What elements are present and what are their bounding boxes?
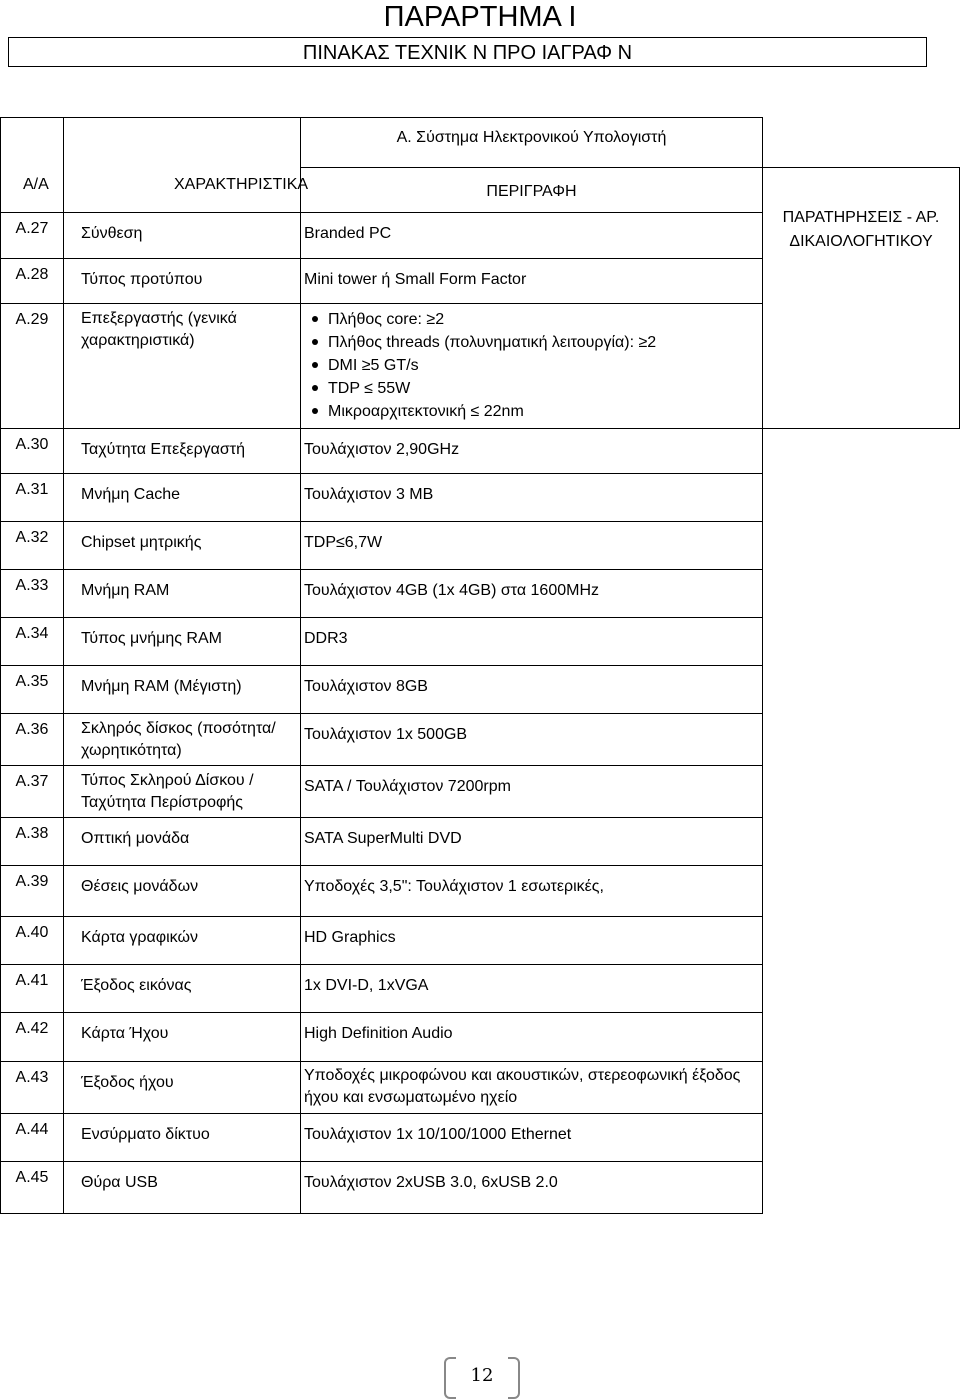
col-header-features: ΧΑΡΑΚΤΗΡΙΣΤΙΚΑ <box>64 118 301 213</box>
page-number: 12 <box>470 1365 494 1386</box>
row-description: TDP≤6,7W <box>301 522 763 570</box>
row-feature: Έξοδος ήχου <box>64 1062 301 1114</box>
bullet-item: Πλήθος threads (πολυνηματική λειτουργία): ≥2 <box>304 331 762 354</box>
row-aa: Α.34 <box>1 618 64 666</box>
row-aa: Α.40 <box>1 917 64 965</box>
row-description: Τουλάχιστον 3 MB <box>301 474 763 522</box>
row-feature: Έξοδος εικόνας <box>64 965 301 1013</box>
row-feature: Επεξεργαστής (γενικά χαρακτηριστικά) <box>64 304 301 429</box>
row-aa: Α.30 <box>1 429 64 474</box>
row-aa: Α.35 <box>1 666 64 714</box>
col-header-description: ΠΕΡΙΓΡΑΦΗ <box>301 168 763 213</box>
row-feature: Chipset μητρικής <box>64 522 301 570</box>
row-aa: Α.39 <box>1 866 64 917</box>
row-description: Mini tower ή Small Form Factor <box>301 259 763 304</box>
row-description: Τουλάχιστον 1x 500GB <box>301 714 763 766</box>
row-aa: Α.38 <box>1 818 64 866</box>
row-feature: Κάρτα Ήχου <box>64 1013 301 1062</box>
bullet-item: TDP ≤ 55W <box>304 377 762 400</box>
row-description: Τουλάχιστον 2,90GHz <box>301 429 763 474</box>
page-number-box <box>444 1357 520 1395</box>
row-aa: Α.42 <box>1 1013 64 1062</box>
row-description: High Definition Audio <box>301 1013 763 1062</box>
row-aa: Α.43 <box>1 1062 64 1114</box>
row-aa: Α.28 <box>1 259 64 304</box>
row-feature: Ενσύρματο δίκτυο <box>64 1114 301 1162</box>
row-feature: Μνήμη RAM (Μέγιστη) <box>64 666 301 714</box>
col-header-notes: ΠΑΡΑΤΗΡΗΣΕΙΣ - ΑΡ. ΔΙΚΑΙΟΛΟΓΗΤΙΚΟΥ <box>763 168 960 429</box>
page-subtitle: ΠΙΝΑΚΑΣ ΤΕΧΝΙΚ Ν ΠΡΟ ΙΑΓΡΑΦ Ν <box>8 37 927 67</box>
section-title: Α. Σύστημα Ηλεκτρονικού Υπολογιστή <box>301 118 763 168</box>
row-aa: Α.44 <box>1 1114 64 1162</box>
notes-header-spacer <box>763 118 960 168</box>
page-title: ΠΑΡΑΡΤΗΜΑ Ι <box>383 1 577 33</box>
row-description: Branded PC <box>301 213 763 259</box>
row-feature: Κάρτα γραφικών <box>64 917 301 965</box>
row-description: Τουλάχιστον 4GB (1x 4GB) στα 1600MHz <box>301 570 763 618</box>
row-aa: Α.32 <box>1 522 64 570</box>
row-feature: Μνήμη Cache <box>64 474 301 522</box>
row-description: SATA / Τουλάχιστον 7200rpm <box>301 766 763 818</box>
row-description: HD Graphics <box>301 917 763 965</box>
table-row <box>1 429 960 474</box>
row-feature: Τύπος προτύπου <box>64 259 301 304</box>
bullet-item: Μικροαρχιτεκτονική ≤ 22nm <box>304 400 762 423</box>
row-feature: Σύνθεση <box>64 213 301 259</box>
row-feature: Τύπος Σκληρού Δίσκου / Ταχύτητα Περίστροφής <box>64 766 301 818</box>
row-aa: Α.37 <box>1 766 64 818</box>
bullet-item: Πλήθος core: ≥2 <box>304 308 762 331</box>
row-description: Υποδοχές μικροφώνου και ακουστικών, στερεοφωνική έξοδος ήχου και ενσωματωμένο ηχείο <box>301 1062 763 1114</box>
row-description: Τουλάχιστον 2xUSB 3.0, 6xUSB 2.0 <box>301 1162 763 1214</box>
row-aa: Α.31 <box>1 474 64 522</box>
row-aa: Α.41 <box>1 965 64 1013</box>
spec-table <box>0 117 960 1214</box>
row-description: DDR3 <box>301 618 763 666</box>
row-description: Υποδοχές 3,5": Τουλάχιστον 1 εσωτερικές, <box>301 866 763 917</box>
row-description: SATA SuperMulti DVD <box>301 818 763 866</box>
row-feature: Τύπος μνήμης RAM <box>64 618 301 666</box>
row-description <box>301 304 763 429</box>
row-aa: Α.36 <box>1 714 64 766</box>
row-feature: Μνήμη RAM <box>64 570 301 618</box>
row-notes <box>763 429 960 1214</box>
bullet-list <box>304 308 762 423</box>
row-feature: Θύρα USB <box>64 1162 301 1214</box>
row-description: Τουλάχιστον 8GB <box>301 666 763 714</box>
row-aa: Α.27 <box>1 213 64 259</box>
right-brace-icon <box>508 1357 520 1399</box>
row-feature: Ταχύτητα Επεξεργαστή <box>64 429 301 474</box>
row-aa: Α.29 <box>1 304 64 429</box>
row-feature: Οπτική μονάδα <box>64 818 301 866</box>
row-feature: Θέσεις μονάδων <box>64 866 301 917</box>
row-description: 1x DVI-D, 1xVGA <box>301 965 763 1013</box>
row-description: Τουλάχιστον 1x 10/100/1000 Ethernet <box>301 1114 763 1162</box>
row-aa: Α.33 <box>1 570 64 618</box>
row-aa: Α.45 <box>1 1162 64 1214</box>
row-feature: Σκληρός δίσκος (ποσότητα/χωρητικότητα) <box>64 714 301 766</box>
col-header-aa: Α/Α <box>1 118 64 213</box>
left-brace-icon <box>444 1357 456 1399</box>
bullet-item: DMI ≥5 GT/s <box>304 354 762 377</box>
